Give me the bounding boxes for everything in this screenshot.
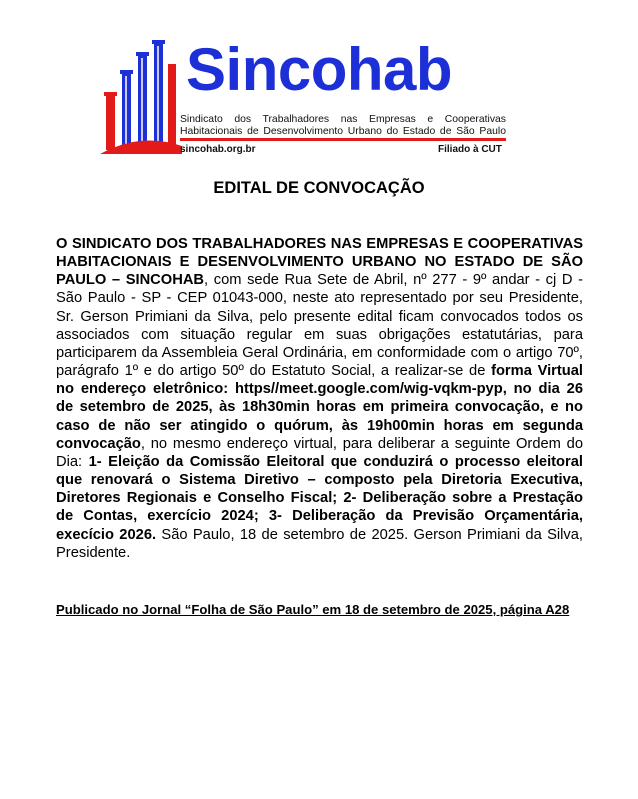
logo-tagline <box>180 114 506 138</box>
body-text-intro: , com sede Rua Sete de Abril, nº 277 - 9º andar - cj D - São Paulo - SP - CEP 01043-000, neste ato representado por seu Presidente, Sr. Gerson Primiani da Silva, pelo presente edital ficam convocados todos os associados com situação regular em suas obrigações estatutárias, para participarem da Assembleia Geral Ordinária, em conformidade com o artigo 70º, parágrafo 1º e do artigo 50º do Estatuto Social, a realizar-se de <box>56 272 584 380</box>
publication-note: Publicado no Jornal “Folha de São Paulo” em 18 de setembro de 2025, página A28 <box>56 602 570 617</box>
logo-wordmark: Sincohab <box>186 36 453 103</box>
logo-website: sincohab.org.br <box>180 144 256 155</box>
document-body <box>56 235 583 562</box>
document-title: EDITAL DE CONVOCAÇÃO <box>213 179 425 197</box>
buildings-logo-icon <box>100 36 182 154</box>
body-union-name: O SINDICATO DOS TRABALHADORES NAS EMPRESAS E COOPERATIVAS HABITACIONAIS E DESENVOLVIMENTO URBANO NO ESTADO DE SÃO PAULO – SINCOHAB <box>56 236 583 289</box>
body-meeting-details: forma Virtual no endereço eletrônico: https//meet.google.com/wig-vqkm-pyp, no dia 26 de setembro de 2025, às 18h30min horas em primeira convocação, e no caso de não ser atingido o quórum, às 19h00min horas em segunda convocação <box>56 363 584 452</box>
logo-red-rule <box>180 138 506 141</box>
sincohab-logo <box>100 36 530 166</box>
body-text-agenda-intro: , no mesmo endereço virtual, para deliberar a seguinte Ordem do Dia: <box>56 435 583 470</box>
logo-tagline-line-1: Sindicato dos Trabalhadores nas Empresas e Cooperativas <box>180 114 506 125</box>
logo-tagline-line-2: Habitacionais de Desenvolvimento Urbano do Estado de São Paulo <box>180 126 506 137</box>
body-signature: São Paulo, 18 de setembro de 2025. Gerson Primiani da Silva, Presidente. <box>56 526 584 561</box>
logo-affiliation: Filiado à CUT <box>438 144 502 155</box>
body-agenda-items: 1- Eleição da Comissão Eleitoral que conduzirá o processo eleitoral que renovará o Sistema Diretivo – composto pela Diretoria Executiva, Diretores Regionais e Conselho Fiscal; 2- Deliberação sobre a Prestação de Contas, exercício 2024; 3- Deliberação da Previsão Orçamentária, execício 2026. <box>56 453 583 543</box>
